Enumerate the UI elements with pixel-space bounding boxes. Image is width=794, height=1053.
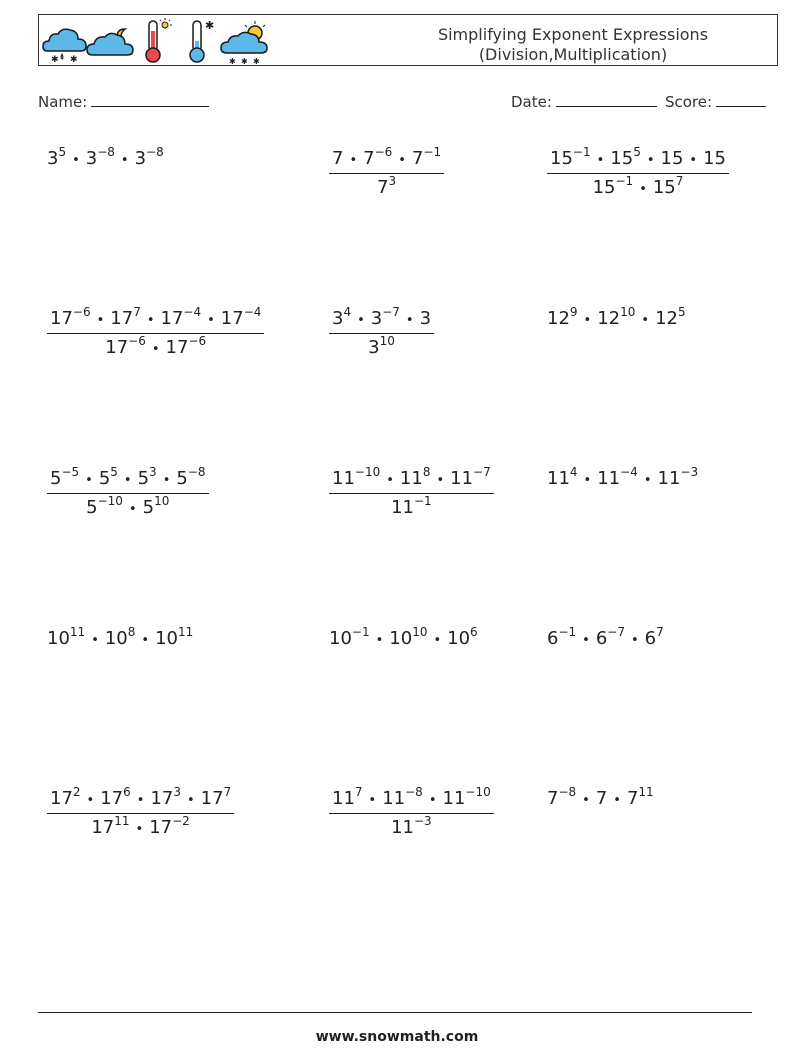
power-term bbox=[450, 465, 491, 489]
multiply-dot: • bbox=[436, 473, 445, 488]
base: 10 bbox=[447, 628, 471, 649]
power-term bbox=[332, 465, 381, 489]
base: 7 bbox=[411, 148, 424, 169]
exponent: 11 bbox=[177, 625, 194, 639]
power-term bbox=[85, 145, 115, 169]
svg-text:✱: ✱ bbox=[253, 57, 260, 65]
multiply-dot: • bbox=[583, 473, 592, 488]
exponent: 10 bbox=[412, 625, 428, 639]
base: 3 bbox=[85, 148, 98, 169]
power-term bbox=[47, 625, 86, 649]
multiply-dot: • bbox=[85, 473, 93, 488]
base: 3 bbox=[368, 337, 380, 358]
multiply-dot: • bbox=[582, 793, 590, 808]
numerator bbox=[329, 785, 494, 814]
exponent: 10 bbox=[154, 494, 170, 508]
base: 11 bbox=[547, 468, 570, 489]
exponent: 3 bbox=[388, 174, 397, 188]
base: 11 bbox=[332, 468, 355, 489]
base: 5 bbox=[137, 468, 150, 489]
exponent: 4 bbox=[343, 305, 352, 319]
exponent: −4 bbox=[243, 305, 262, 319]
multiply-dot: • bbox=[641, 313, 650, 328]
power-term bbox=[597, 465, 638, 489]
name-field bbox=[38, 92, 209, 111]
exponent: 10 bbox=[620, 305, 636, 319]
base: 17 bbox=[50, 788, 73, 809]
exponent: −7 bbox=[382, 305, 400, 319]
base: 3 bbox=[419, 308, 432, 329]
multiply-dot: • bbox=[596, 153, 605, 168]
exponent: 2 bbox=[72, 785, 81, 799]
numerator bbox=[329, 145, 444, 174]
exponent: 7 bbox=[133, 305, 141, 319]
base: 7 bbox=[626, 788, 639, 809]
power-term bbox=[150, 785, 181, 809]
power-term bbox=[50, 785, 81, 809]
power-term bbox=[142, 494, 170, 518]
multiply-dot: • bbox=[398, 153, 406, 168]
denominator bbox=[329, 334, 434, 358]
numerator bbox=[329, 465, 494, 494]
power-term bbox=[332, 148, 343, 169]
base: 17 bbox=[105, 337, 129, 358]
power-term bbox=[329, 625, 370, 649]
exponent: −3 bbox=[680, 465, 699, 479]
base: 10 bbox=[104, 628, 128, 649]
multiply-dot: • bbox=[643, 473, 652, 488]
exponent: 11 bbox=[114, 814, 130, 828]
svg-text:✱: ✱ bbox=[51, 55, 59, 65]
exponent: −6 bbox=[72, 305, 91, 319]
date-blank-line[interactable] bbox=[556, 92, 657, 107]
exponent: −6 bbox=[188, 334, 207, 348]
denominator bbox=[547, 174, 729, 198]
multiply-dot: • bbox=[357, 313, 365, 328]
multiply-dot: • bbox=[141, 633, 150, 648]
base: 12 bbox=[547, 308, 570, 329]
score-blank-line[interactable] bbox=[716, 92, 766, 107]
power-term bbox=[176, 465, 206, 489]
exponent: −1 bbox=[413, 494, 432, 508]
base: 17 bbox=[165, 337, 189, 358]
exponent: 5 bbox=[677, 305, 686, 319]
base: 17 bbox=[220, 308, 244, 329]
power-term bbox=[86, 494, 123, 518]
svg-text:✱: ✱ bbox=[241, 57, 248, 65]
base: 10 bbox=[329, 628, 352, 649]
problem-12 bbox=[547, 625, 664, 649]
weather-icons bbox=[41, 15, 273, 65]
power-term bbox=[137, 465, 157, 489]
exponent: 8 bbox=[127, 625, 136, 639]
problem-5 bbox=[329, 305, 434, 358]
base: 7 bbox=[332, 148, 344, 169]
fraction bbox=[329, 305, 434, 358]
base: 10 bbox=[47, 628, 70, 649]
power-term bbox=[160, 305, 202, 329]
exponent: −10 bbox=[465, 785, 491, 799]
denominator bbox=[329, 814, 494, 838]
base: 7 bbox=[547, 788, 559, 809]
power-term bbox=[149, 814, 190, 838]
power-term bbox=[105, 334, 146, 358]
base: 7 bbox=[377, 177, 389, 198]
exponent: 3 bbox=[173, 785, 181, 799]
multiply-dot: • bbox=[86, 793, 95, 808]
base: 11 bbox=[399, 468, 423, 489]
multiply-dot: • bbox=[646, 153, 655, 168]
power-term bbox=[626, 785, 654, 809]
multiply-dot: • bbox=[583, 313, 592, 328]
title-line-2: (Division,Multiplication) bbox=[478, 45, 668, 64]
power-term bbox=[550, 145, 591, 169]
multiply-dot: • bbox=[207, 313, 215, 328]
base: 5 bbox=[86, 497, 98, 518]
score-label: Score: bbox=[665, 93, 713, 111]
base: 7 bbox=[595, 788, 608, 809]
power-term bbox=[370, 305, 400, 329]
exponent: −4 bbox=[620, 465, 638, 479]
power-term bbox=[134, 145, 164, 169]
exponent: 11 bbox=[638, 785, 654, 799]
date-field bbox=[511, 92, 657, 111]
exponent: −10 bbox=[97, 494, 123, 508]
multiply-dot: • bbox=[186, 793, 195, 808]
base: 5 bbox=[142, 497, 155, 518]
base: 10 bbox=[389, 628, 413, 649]
base: 11 bbox=[391, 817, 414, 838]
multiply-dot: • bbox=[151, 342, 160, 357]
exponent: −1 bbox=[615, 174, 634, 188]
exponent: −8 bbox=[558, 785, 577, 799]
base: 11 bbox=[442, 788, 466, 809]
power-term bbox=[47, 145, 67, 169]
base: 5 bbox=[98, 468, 111, 489]
exponent: 7 bbox=[223, 785, 232, 799]
base: 17 bbox=[160, 308, 184, 329]
power-term bbox=[377, 174, 397, 198]
numerator bbox=[47, 785, 234, 814]
multiply-dot: • bbox=[428, 793, 437, 808]
base: 3 bbox=[134, 148, 147, 169]
svg-text:✱: ✱ bbox=[70, 55, 78, 65]
base: 15 bbox=[550, 148, 573, 169]
power-term bbox=[220, 305, 262, 329]
exponent: −7 bbox=[607, 625, 625, 639]
exponent: 5 bbox=[110, 465, 118, 479]
multiply-dot: • bbox=[349, 153, 358, 168]
problem-10 bbox=[47, 625, 194, 649]
snow-cloud-icon bbox=[43, 29, 86, 65]
base: 17 bbox=[200, 788, 224, 809]
base: 11 bbox=[450, 468, 474, 489]
power-term bbox=[547, 785, 577, 809]
problem-9 bbox=[547, 465, 699, 489]
exponent: −6 bbox=[128, 334, 146, 348]
exponent: −1 bbox=[351, 625, 370, 639]
base: 10 bbox=[155, 628, 178, 649]
multiply-dot: • bbox=[582, 633, 590, 648]
base: 17 bbox=[110, 308, 134, 329]
power-term bbox=[411, 145, 442, 169]
denominator bbox=[47, 334, 264, 358]
multiply-dot: • bbox=[613, 793, 621, 808]
exponent: −8 bbox=[146, 145, 164, 159]
exponent: 7 bbox=[656, 625, 664, 639]
power-term bbox=[447, 625, 478, 649]
power-term bbox=[389, 625, 428, 649]
sun-cloud-snow-icon bbox=[221, 21, 267, 65]
power-term bbox=[104, 625, 136, 649]
footer-website: www.snowmath.com bbox=[315, 1029, 479, 1045]
exponent: −10 bbox=[354, 465, 381, 479]
fraction bbox=[47, 305, 264, 358]
problem-2 bbox=[329, 145, 444, 198]
problem-1 bbox=[47, 145, 164, 169]
hot-thermometer-icon bbox=[146, 18, 172, 62]
power-term bbox=[91, 814, 130, 838]
exponent: 7 bbox=[675, 174, 684, 188]
exponent: −1 bbox=[558, 625, 577, 639]
multiply-dot: • bbox=[72, 153, 80, 168]
multiply-dot: • bbox=[91, 633, 99, 648]
power-term bbox=[420, 308, 431, 329]
base: 15 bbox=[703, 148, 726, 169]
power-term bbox=[644, 625, 664, 649]
numerator bbox=[47, 305, 264, 334]
exponent: 8 bbox=[422, 465, 431, 479]
base: 6 bbox=[644, 628, 657, 649]
base: 12 bbox=[597, 308, 621, 329]
problem-11 bbox=[329, 625, 478, 649]
fraction bbox=[329, 785, 494, 838]
multiply-dot: • bbox=[630, 633, 639, 648]
base: 17 bbox=[149, 817, 173, 838]
power-term bbox=[98, 465, 118, 489]
name-blank-line[interactable] bbox=[91, 92, 209, 107]
fraction bbox=[329, 465, 494, 518]
power-term bbox=[547, 625, 577, 649]
base: 7 bbox=[363, 148, 375, 169]
fraction bbox=[329, 145, 444, 198]
exponent: 6 bbox=[470, 625, 478, 639]
base: 12 bbox=[655, 308, 678, 329]
power-term bbox=[332, 785, 363, 809]
power-term bbox=[382, 785, 423, 809]
exponent: −8 bbox=[97, 145, 115, 159]
problem-3 bbox=[547, 145, 729, 198]
problem-6 bbox=[547, 305, 686, 329]
exponent: 9 bbox=[569, 305, 578, 319]
fraction bbox=[47, 465, 209, 518]
base: 11 bbox=[391, 497, 414, 518]
numerator bbox=[547, 145, 729, 174]
problem-7 bbox=[47, 465, 209, 518]
worksheet-header bbox=[38, 14, 778, 66]
multiply-dot: • bbox=[689, 153, 698, 168]
power-term bbox=[657, 465, 699, 489]
base: 15 bbox=[660, 148, 684, 169]
denominator bbox=[329, 174, 444, 198]
base: 3 bbox=[332, 308, 344, 329]
base: 3 bbox=[47, 148, 59, 169]
base: 17 bbox=[91, 817, 115, 838]
power-term bbox=[50, 305, 91, 329]
multiply-dot: • bbox=[368, 793, 377, 808]
exponent: 5 bbox=[633, 145, 641, 159]
power-term bbox=[155, 625, 194, 649]
base: 11 bbox=[332, 788, 355, 809]
problem-15 bbox=[547, 785, 654, 809]
base: 15 bbox=[592, 177, 616, 198]
base: 11 bbox=[597, 468, 621, 489]
power-term bbox=[595, 625, 625, 649]
base: 5 bbox=[176, 468, 188, 489]
power-term bbox=[399, 465, 431, 489]
multiply-dot: • bbox=[146, 313, 155, 328]
exponent: 10 bbox=[379, 334, 395, 348]
fraction bbox=[47, 785, 234, 838]
multiply-dot: • bbox=[120, 153, 129, 168]
base: 6 bbox=[595, 628, 608, 649]
exponent: −2 bbox=[172, 814, 190, 828]
denominator bbox=[329, 494, 494, 518]
multiply-dot: • bbox=[386, 473, 394, 488]
power-term bbox=[655, 305, 686, 329]
problem-14 bbox=[329, 785, 494, 838]
title-line-1: Simplifying Exponent Expressions bbox=[437, 25, 709, 44]
power-term bbox=[596, 788, 607, 809]
power-term bbox=[610, 145, 641, 169]
numerator bbox=[329, 305, 434, 334]
base: 15 bbox=[610, 148, 634, 169]
multiply-dot: • bbox=[96, 313, 105, 328]
power-term bbox=[50, 465, 80, 489]
exponent: 3 bbox=[149, 465, 157, 479]
svg-text:✱: ✱ bbox=[229, 57, 236, 65]
base: 17 bbox=[50, 308, 73, 329]
power-term bbox=[100, 785, 131, 809]
fraction bbox=[547, 145, 729, 198]
exponent: 4 bbox=[569, 465, 578, 479]
exponent: −1 bbox=[423, 145, 442, 159]
date-label: Date: bbox=[511, 93, 552, 111]
cloud-moon-icon bbox=[87, 29, 133, 55]
power-term bbox=[597, 305, 636, 329]
score-field bbox=[665, 92, 766, 111]
exponent: 7 bbox=[354, 785, 363, 799]
exponent: −4 bbox=[183, 305, 202, 319]
power-term bbox=[110, 305, 141, 329]
base: 17 bbox=[100, 788, 124, 809]
power-term bbox=[332, 305, 352, 329]
base: 11 bbox=[382, 788, 406, 809]
power-term bbox=[547, 305, 578, 329]
base: 17 bbox=[150, 788, 174, 809]
exponent: −1 bbox=[572, 145, 591, 159]
svg-text:✱: ✱ bbox=[205, 19, 215, 32]
multiply-dot: • bbox=[128, 502, 137, 517]
multiply-dot: • bbox=[135, 822, 144, 837]
multiply-dot: • bbox=[136, 793, 145, 808]
exponent: 6 bbox=[123, 785, 131, 799]
worksheet-title bbox=[369, 25, 777, 65]
cold-thermometer-icon bbox=[190, 19, 214, 62]
exponent: 5 bbox=[58, 145, 67, 159]
base: 15 bbox=[652, 177, 676, 198]
base: 5 bbox=[50, 468, 62, 489]
exponent: −8 bbox=[187, 465, 206, 479]
problem-4 bbox=[47, 305, 264, 358]
power-term bbox=[442, 785, 491, 809]
multiply-dot: • bbox=[433, 633, 442, 648]
problem-8 bbox=[329, 465, 494, 518]
power-term bbox=[200, 785, 232, 809]
multiply-dot: • bbox=[162, 473, 171, 488]
power-term bbox=[661, 148, 684, 169]
power-term bbox=[368, 334, 395, 358]
exponent: −5 bbox=[61, 465, 80, 479]
exponent: −6 bbox=[374, 145, 393, 159]
multiply-dot: • bbox=[375, 633, 384, 648]
power-term bbox=[592, 174, 634, 198]
power-term bbox=[363, 145, 393, 169]
power-term bbox=[652, 174, 684, 198]
power-term bbox=[391, 494, 432, 518]
footer-divider bbox=[38, 1012, 752, 1013]
power-term bbox=[547, 465, 578, 489]
exponent: −3 bbox=[413, 814, 432, 828]
multiply-dot: • bbox=[123, 473, 132, 488]
power-term bbox=[703, 148, 726, 169]
denominator bbox=[47, 814, 234, 838]
power-term bbox=[391, 814, 432, 838]
base: 3 bbox=[370, 308, 383, 329]
multiply-dot: • bbox=[639, 182, 647, 197]
problem-13 bbox=[47, 785, 234, 838]
numerator bbox=[47, 465, 209, 494]
exponent: −8 bbox=[405, 785, 423, 799]
multiply-dot: • bbox=[405, 313, 414, 328]
base: 11 bbox=[657, 468, 681, 489]
exponent: −7 bbox=[473, 465, 491, 479]
power-term bbox=[165, 334, 207, 358]
name-label: Name: bbox=[38, 93, 88, 111]
denominator bbox=[47, 494, 209, 518]
exponent: 11 bbox=[69, 625, 86, 639]
base: 6 bbox=[547, 628, 559, 649]
